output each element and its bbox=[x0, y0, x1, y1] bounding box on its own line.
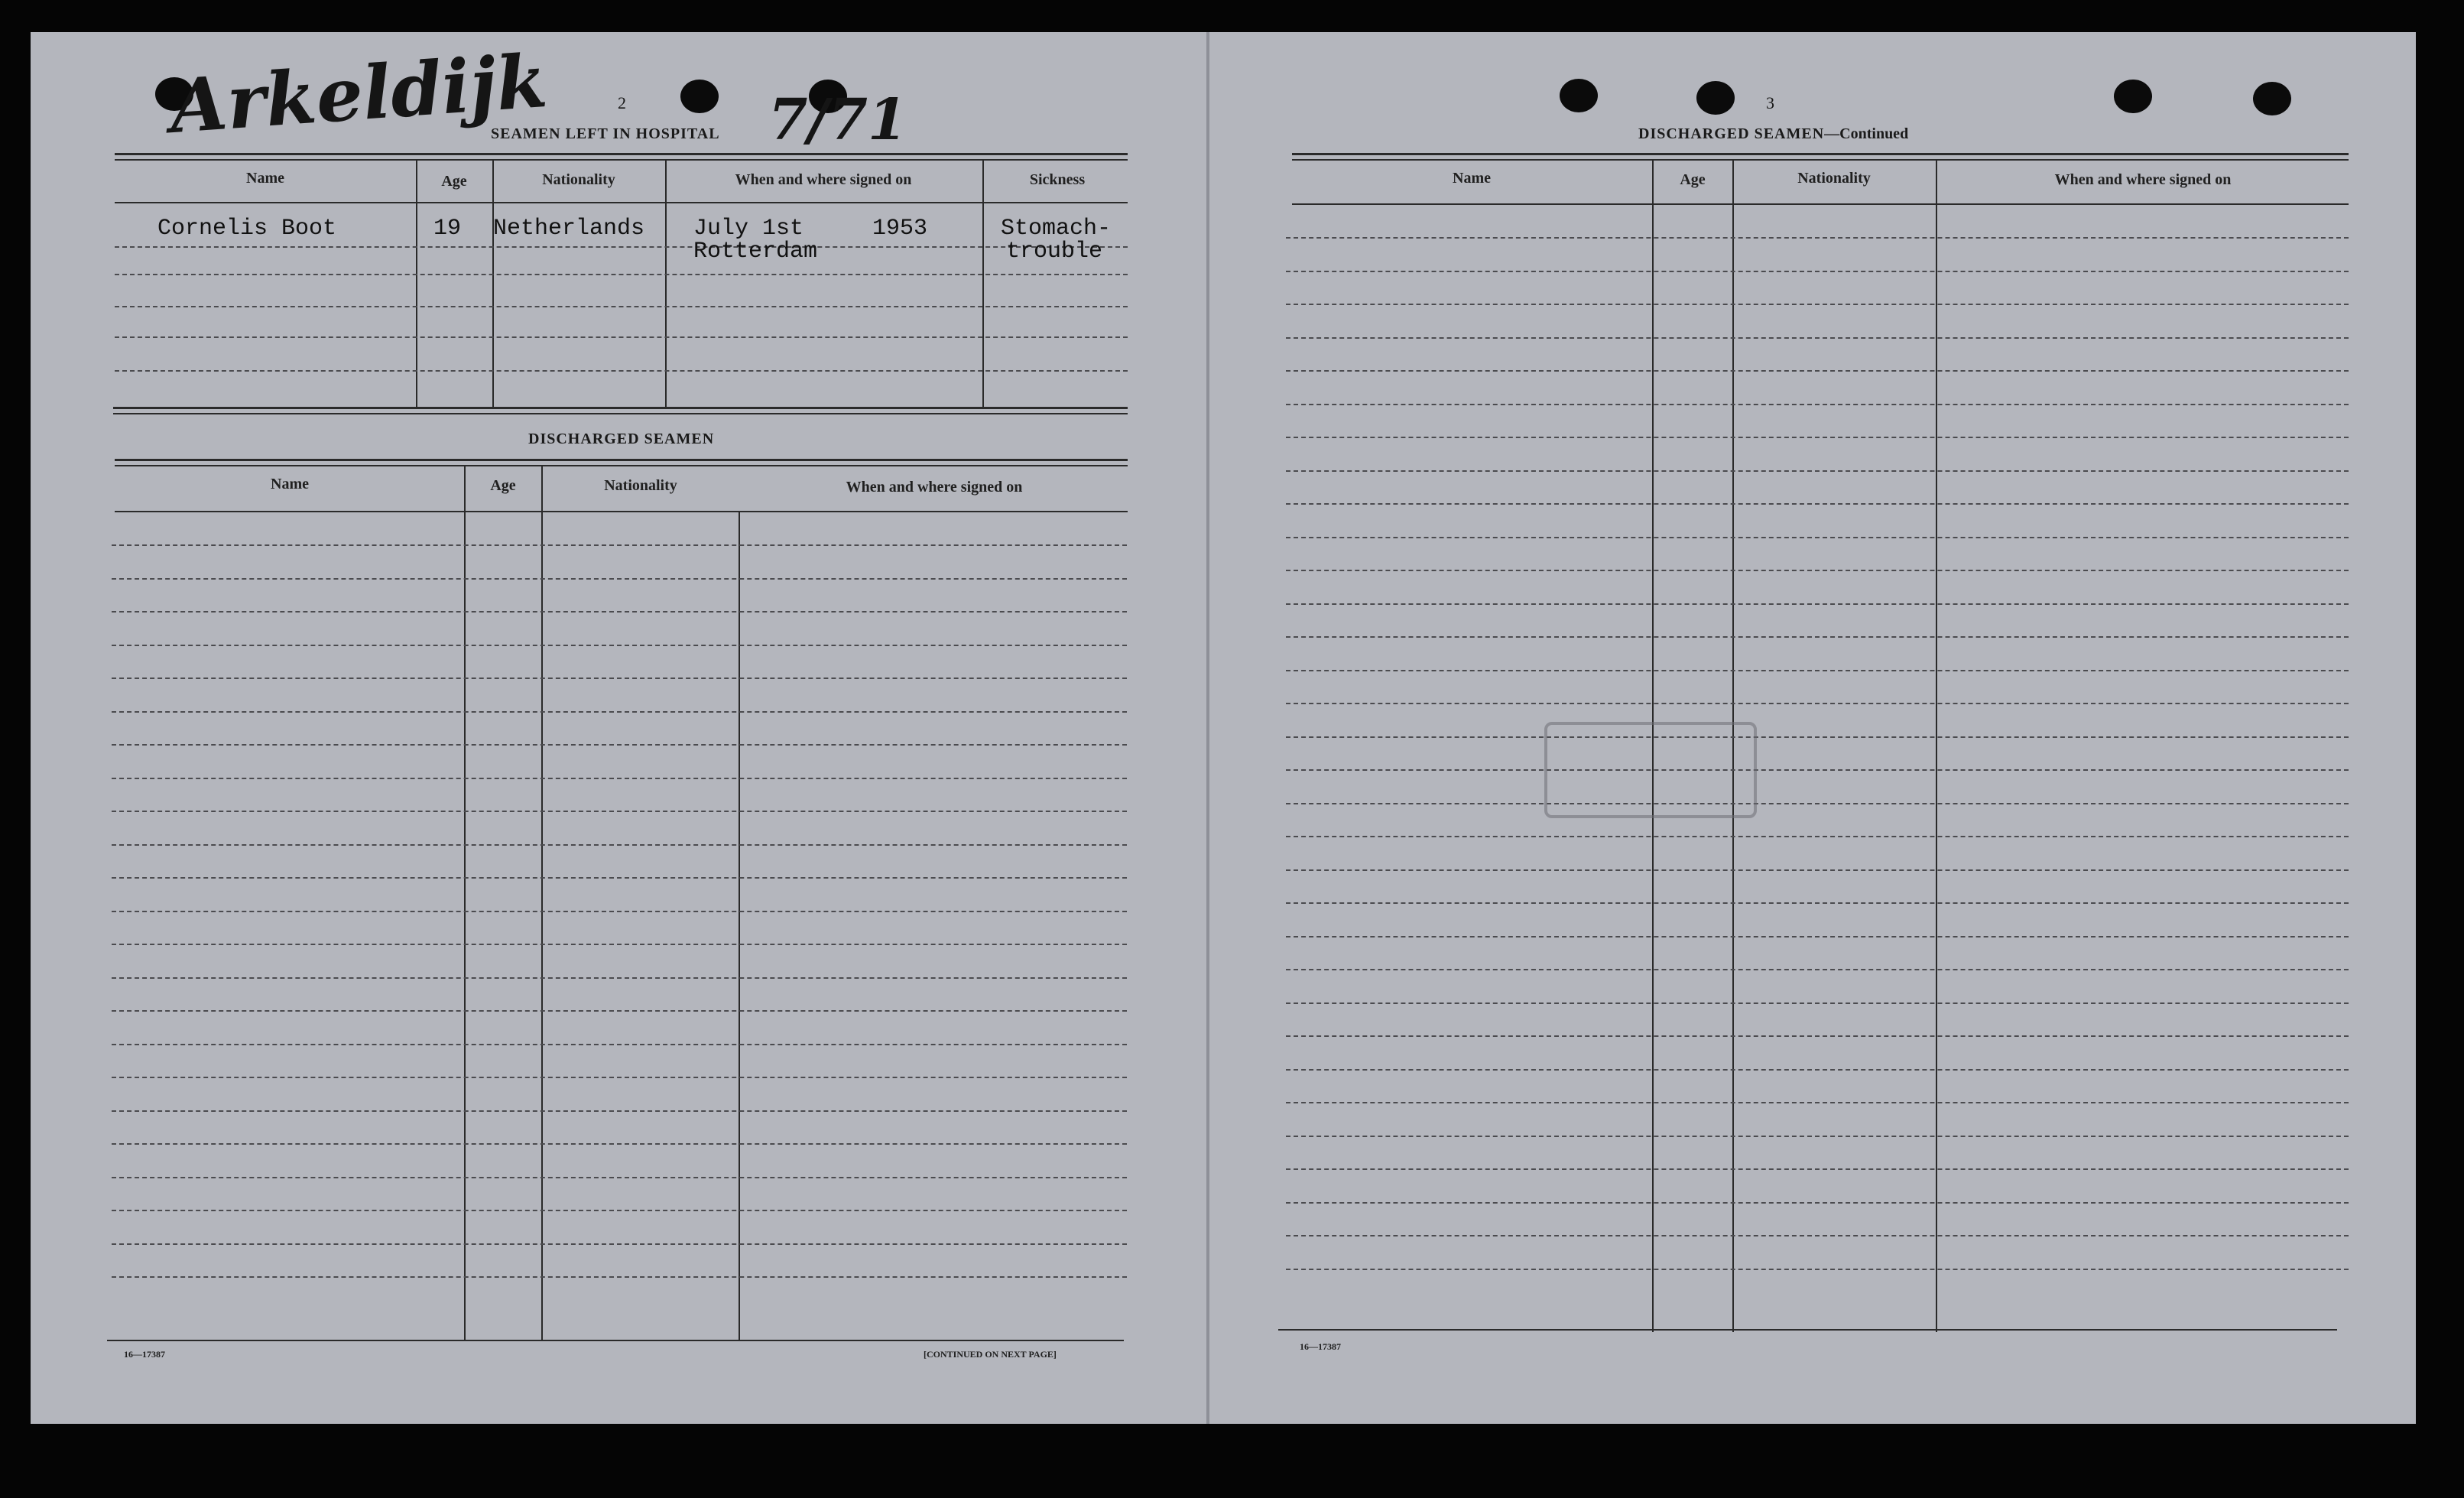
row-line bbox=[1286, 1035, 2349, 1037]
row-line bbox=[112, 711, 1127, 713]
column-header: Age bbox=[490, 477, 516, 494]
row-line bbox=[1286, 869, 2349, 871]
row-line bbox=[112, 1243, 1127, 1245]
page-fold bbox=[1206, 32, 1209, 1424]
continued-table-bottom-rule bbox=[1278, 1329, 2337, 1331]
row-line bbox=[112, 844, 1127, 846]
discharged-continued-title bbox=[1638, 125, 1908, 143]
row-line bbox=[112, 611, 1127, 613]
row-line bbox=[1286, 1269, 2349, 1270]
row-line bbox=[1286, 1235, 2349, 1236]
hospital-row-sickness: Stomach- bbox=[1001, 216, 1112, 242]
continued-table-top-rule bbox=[1292, 153, 2349, 155]
hospital-row-signed-on-place: Rotterdam bbox=[693, 239, 818, 265]
row-line bbox=[1286, 603, 2349, 605]
row-line bbox=[112, 578, 1127, 580]
column-header: Name bbox=[271, 476, 309, 492]
punch-hole bbox=[1696, 81, 1735, 115]
row-line bbox=[112, 645, 1127, 646]
column-header: Nationality bbox=[604, 477, 677, 494]
row-line bbox=[112, 911, 1127, 912]
column-header: Sickness bbox=[1029, 171, 1086, 188]
row-line bbox=[115, 336, 1128, 338]
row-line bbox=[1286, 304, 2349, 305]
row-line bbox=[112, 944, 1127, 945]
discharged-table-top-rule bbox=[115, 459, 1128, 461]
discharged-continued-title-suffix: —Continued bbox=[1824, 125, 1909, 142]
hospital-row-signed-on-date: July 1st 1953 bbox=[693, 216, 928, 242]
hospital-row-age: 19 bbox=[433, 216, 462, 242]
row-line bbox=[1286, 1102, 2349, 1103]
column-divider bbox=[1936, 159, 1937, 1332]
row-line bbox=[112, 1210, 1127, 1211]
row-line bbox=[1286, 237, 2349, 239]
discharged-continued-title-main: DISCHARGED SEAMEN bbox=[1638, 125, 1825, 142]
column-header: Age bbox=[1680, 171, 1706, 188]
row-line bbox=[1286, 337, 2349, 339]
form-number: 16—17387 bbox=[124, 1349, 165, 1360]
page-number: 3 bbox=[1766, 93, 1774, 112]
row-line bbox=[112, 1044, 1127, 1045]
column-header: Nationality bbox=[1797, 170, 1871, 187]
hospital-header-rule bbox=[115, 202, 1128, 203]
hospital-table-top-rule bbox=[115, 153, 1128, 155]
row-line bbox=[112, 544, 1127, 546]
column-header: When and where signed on bbox=[735, 171, 912, 188]
row-line bbox=[1286, 271, 2349, 272]
page-number: 2 bbox=[618, 93, 626, 112]
row-line bbox=[1286, 537, 2349, 538]
hospital-table-bottom-rule bbox=[113, 413, 1128, 414]
row-line bbox=[1286, 570, 2349, 571]
discharged-table-bottom-rule bbox=[107, 1340, 1124, 1341]
row-line bbox=[112, 977, 1127, 979]
row-line bbox=[112, 1276, 1127, 1278]
row-line bbox=[1286, 636, 2349, 638]
faded-stamp bbox=[1544, 722, 1757, 818]
punch-hole bbox=[680, 80, 719, 113]
row-line bbox=[1286, 936, 2349, 937]
row-line bbox=[112, 744, 1127, 746]
hospital-row-sickness-cont: trouble bbox=[1006, 239, 1103, 265]
row-line bbox=[112, 1110, 1127, 1112]
row-line bbox=[1286, 1202, 2349, 1204]
row-line bbox=[1286, 437, 2349, 438]
row-line bbox=[112, 877, 1127, 879]
hospital-row-nationality: Netherlands bbox=[493, 216, 645, 242]
hospital-table-top-rule bbox=[115, 159, 1128, 161]
row-line bbox=[112, 811, 1127, 812]
row-line bbox=[1286, 470, 2349, 472]
right-page bbox=[1208, 32, 2416, 1424]
row-line bbox=[1286, 404, 2349, 405]
row-line bbox=[112, 1143, 1127, 1145]
row-line bbox=[115, 370, 1128, 372]
row-line bbox=[1286, 902, 2349, 904]
column-header: Nationality bbox=[542, 171, 615, 188]
continued-header-rule bbox=[1292, 203, 2349, 205]
row-line bbox=[1286, 1136, 2349, 1137]
row-line bbox=[112, 1010, 1127, 1012]
row-line bbox=[1286, 1168, 2349, 1170]
row-line bbox=[112, 778, 1127, 779]
continued-note: [CONTINUED ON NEXT PAGE] bbox=[924, 1349, 1057, 1360]
punch-hole bbox=[2253, 82, 2291, 115]
punch-hole bbox=[2114, 80, 2152, 113]
row-line bbox=[1286, 969, 2349, 970]
row-line bbox=[1286, 803, 2349, 804]
discharged-header-rule bbox=[115, 511, 1128, 512]
discharged-table-top-rule bbox=[115, 465, 1128, 466]
handwritten-fraction: 7/71 bbox=[768, 87, 907, 153]
handwritten-name: Arkeldijk bbox=[167, 37, 550, 151]
row-line bbox=[1286, 503, 2349, 505]
row-line bbox=[1286, 370, 2349, 372]
row-line bbox=[112, 678, 1127, 679]
hospital-row-name: Cornelis Boot bbox=[157, 216, 337, 242]
hospital-table-bottom-rule bbox=[113, 407, 1128, 409]
row-line bbox=[112, 1077, 1127, 1078]
row-line bbox=[115, 274, 1128, 275]
column-header: Age bbox=[441, 173, 467, 190]
hospital-section-title: SEAMEN LEFT IN HOSPITAL bbox=[491, 125, 720, 142]
row-line bbox=[1286, 1069, 2349, 1071]
discharged-section-title: DISCHARGED SEAMEN bbox=[528, 431, 715, 447]
column-header: Name bbox=[246, 170, 284, 187]
row-line bbox=[1286, 769, 2349, 771]
column-divider bbox=[739, 511, 740, 1341]
continued-table-top-rule bbox=[1292, 159, 2349, 161]
column-header: When and where signed on bbox=[846, 479, 1023, 496]
punch-hole bbox=[1560, 79, 1598, 112]
column-header: Name bbox=[1453, 170, 1491, 187]
column-header: When and where signed on bbox=[2054, 171, 2232, 188]
row-line bbox=[1286, 836, 2349, 837]
row-line bbox=[1286, 703, 2349, 704]
row-line bbox=[1286, 1002, 2349, 1004]
row-line bbox=[112, 1177, 1127, 1178]
form-number: 16—17387 bbox=[1300, 1341, 1341, 1352]
row-line bbox=[115, 246, 1128, 248]
row-line bbox=[1286, 736, 2349, 738]
row-line bbox=[115, 306, 1128, 307]
row-line bbox=[1286, 670, 2349, 671]
